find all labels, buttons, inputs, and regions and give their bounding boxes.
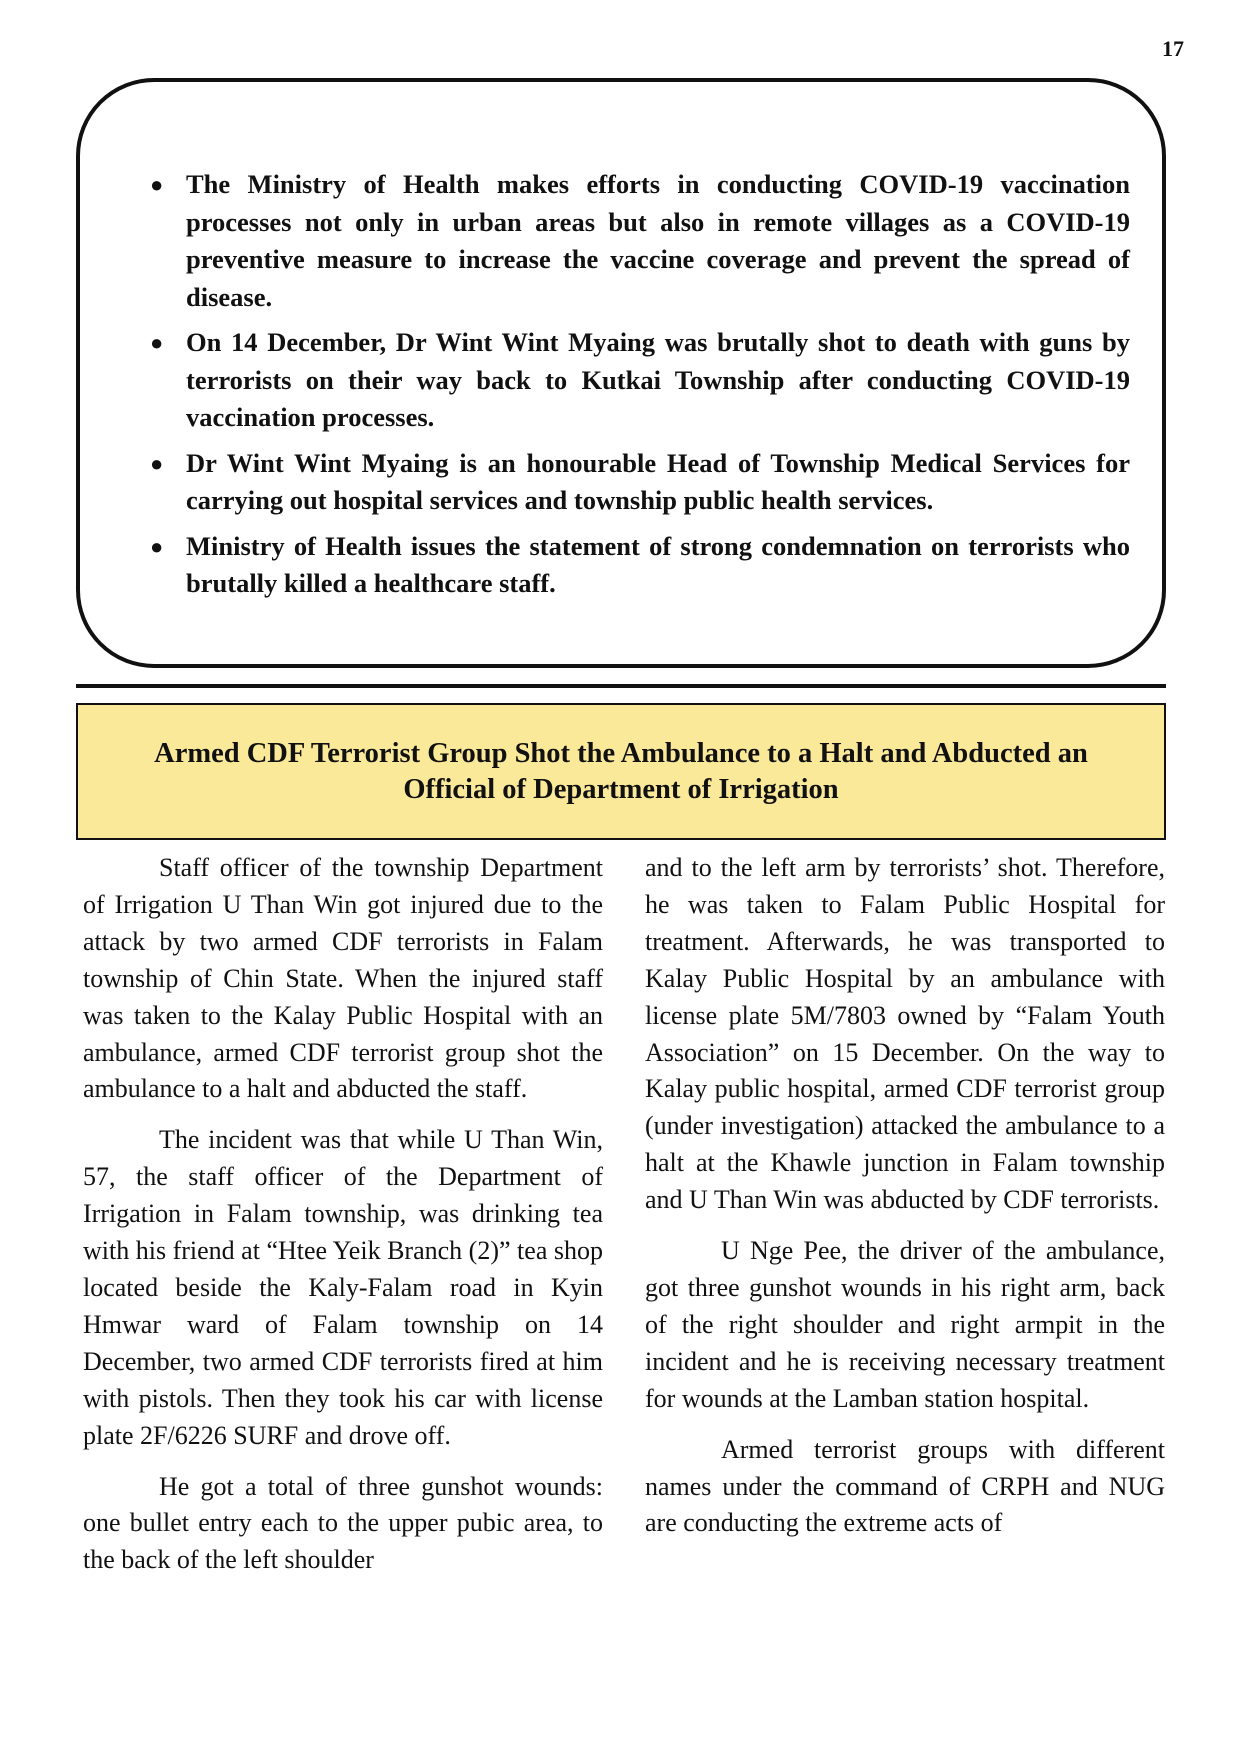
article-paragraph: Armed terrorist groups with different names under the command of CRPH and NUG are conducting the extreme acts of: [645, 1434, 1165, 1538]
article-column-right: [645, 850, 1165, 1556]
article-paragraph: U Nge Pee, the driver of the ambulance, got three gunshot wounds in his right arm, back of the right shoulder and right armpit in the incident and he is receiving necessary treatment for wounds at the Lamban station hospital.: [645, 1236, 1165, 1413]
bullet-icon: ●: [150, 172, 164, 197]
article-title: Armed CDF Terrorist Group Shot the Ambulance to a Halt and Abducted an Official of Department of Irrigation: [154, 737, 1088, 805]
article-paragraph: and to the left arm by terrorists’ shot. Therefore, he was taken to Falam Public Hospital for treatment. Afterwards, he was transported to Kalay Public Hospital by an ambulance with license plate 5M/7803 owned by “Falam Youth Association” on 15 December. On the way to Kalay public hospital, armed CDF terrorist group (under investigation) attacked the ambulance to a halt at the Khawle junction in Falam township and U Than Win was abducted by CDF terrorists.: [645, 853, 1165, 1215]
article-paragraph: He got a total of three gunshot wounds: one bullet entry each to the upper pubic area, to the back of the left shoulder: [83, 1471, 603, 1575]
bullet-icon: ●: [150, 533, 164, 559]
article-paragraph: The incident was that while U Than Win, 57, the staff officer of the Department of Irrigation in Falam township, was drinking tea with his friend at “Htee Yeik Branch (2)” tea shop located beside the Kaly-Falam road in Kyin Hmwar ward of Falam township on 14 December, two armed CDF terrorists fired at him with pistols. Then they took his car with license plate 2F/6226 SURF and drove off.: [83, 1125, 603, 1450]
summary-item: [146, 324, 1130, 437]
summary-item-text: Ministry of Health issues the statement of strong condemnation on terrorists who brutally killed a healthcare staff.: [186, 530, 1130, 598]
bullet-icon: ●: [150, 330, 164, 355]
article-column-left: [83, 850, 603, 1593]
summary-item: [146, 166, 1130, 316]
page-number: 17: [1162, 36, 1184, 61]
summary-item: [146, 445, 1130, 520]
summary-item-text: On 14 December, Dr Wint Wint Myaing was brutally shot to death with guns by terrorists on their way back to Kutkai Township after conducting COVID-19 vaccination processes.: [186, 327, 1130, 432]
summary-item-text: Dr Wint Wint Myaing is an honourable Head of Township Medical Services for carrying out hospital services and township public health services.: [186, 447, 1130, 515]
bullet-icon: ●: [150, 450, 164, 476]
summary-item: [146, 528, 1130, 603]
summary-box: [76, 78, 1166, 668]
article-paragraph: Staff officer of the township Department of Irrigation U Than Win got injured due to the attack by two armed CDF terrorists in Falam township of Chin State. When the injured staff was taken to the Kalay Public Hospital with an ambulance, armed CDF terrorist group shot the ambulance to a halt and abducted the staff.: [83, 853, 603, 1104]
section-divider: [76, 684, 1166, 688]
summary-item-text: The Ministry of Health makes efforts in conducting COVID-19 vaccination processes not only in urban areas but also in remote villages as a COVID-19 preventive measure to increase the vaccine coverage and prevent the spread of disease.: [186, 169, 1130, 312]
article-title-box: [76, 703, 1166, 840]
summary-list: [146, 166, 1130, 611]
